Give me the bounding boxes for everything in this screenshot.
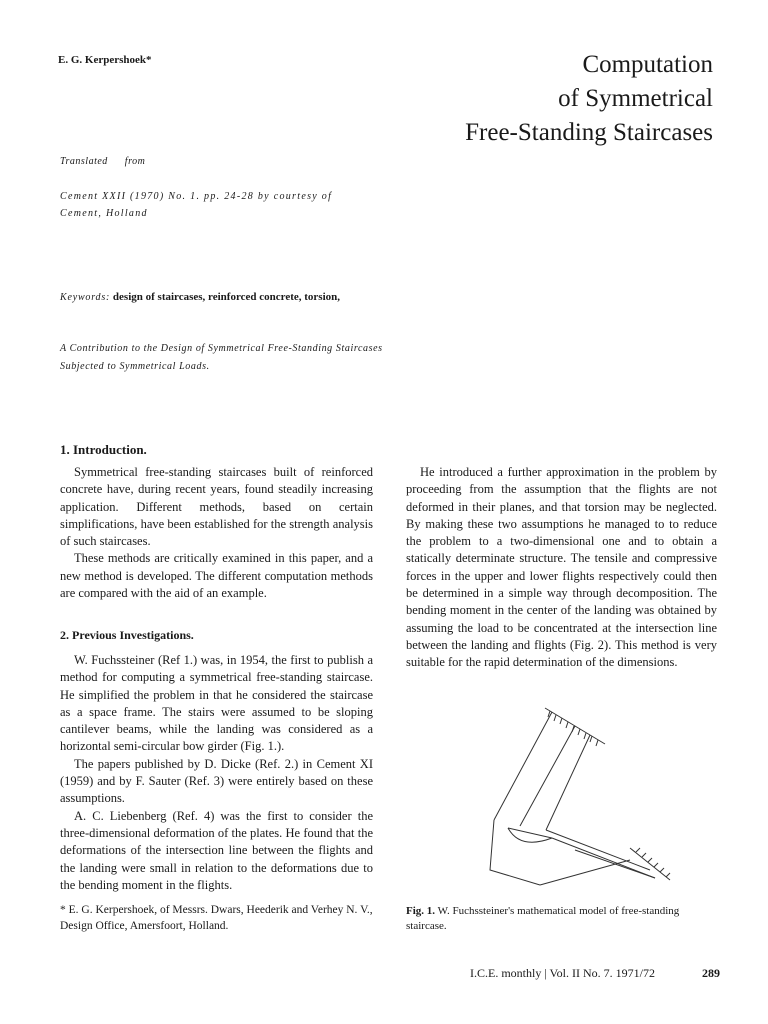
- journal-folio: I.C.E. monthly | Vol. II No. 7. 1971/72: [470, 966, 655, 980]
- keywords-value: design of staircases, reinforced concrete, torsion,: [112, 291, 341, 303]
- author-name: E. G. Kerpershoek*: [58, 54, 152, 66]
- section-heading-previous-investigations: 2. Previous Investigations.: [60, 628, 194, 642]
- title-line: Free-Standing Staircases: [465, 119, 713, 146]
- contribution-subtitle: A Contribution to the Design of Symmetrical Free-Standing Staircases Subjected to Symmetrical Loads.: [60, 343, 383, 372]
- paragraph: The papers published by D. Dicke (Ref. 2.) in Cement XI (1959) and by F. Sauter (Ref. 3) were entirely based on these assumptions.: [60, 756, 373, 806]
- column-two-text: [406, 464, 717, 672]
- paragraph: A. C. Liebenberg (Ref. 4) was the first to consider the three-dimensional deformation of the plates. He found that the deformations of the intersection line between the flights and the landing were small in relation to the deformations due to the bending moment in the flights.: [60, 808, 373, 892]
- introduction-text: [60, 464, 373, 602]
- previous-investigations-text: [60, 652, 373, 894]
- figure-caption: [406, 904, 718, 934]
- source-citation: Cement XXII (1970) No. 1. pp. 24-28 by courtesy of Cement, Holland: [60, 191, 333, 219]
- paragraph: Symmetrical free-standing staircases built of reinforced concrete have, during recent years, found steadily increasing application. Different methods, based on certain simplifications, have been established for the strength analysis of such staircases.: [60, 465, 373, 549]
- figure-label: Fig. 1.: [406, 905, 436, 917]
- paragraph: He introduced a further approximation in the problem by proceeding from the assumption that the flights are not deformed in their planes, and that torsion may be neglected. By making these two assumptions he managed to to reduce the problem to a two-dimensional one and to obtain a statically determinate structure. The tensile and compressive forces in the upper and lower flights respectively could then be determined in a simple way through decomposition. The bending moment in the center of the landing was obtained by assuming the load to be concentrated at the intersection line between the landing and flights (Fig. 2). This method is very suitable for the rapid determination of the dimensions.: [406, 465, 717, 670]
- paragraph: W. Fuchssteiner (Ref 1.) was, in 1954, the first to publish a method for computing a symmetrical free-standing staircase. He simplified the problem in that he considered the staircase as a space frame. The stairs were assumed to be sloping cantilever beams, while the landing was considered as a horizontal semi-circular bow girder (Fig. 1.).: [60, 653, 373, 754]
- figure-caption-text: W. Fuchssteiner's mathematical model of free-standing staircase.: [406, 905, 680, 932]
- author-footnote: * E. G. Kerpershoek, of Messrs. Dwars, Heederik and Verhey N. V., Design Office, Amersfoort, Holland.: [60, 904, 373, 932]
- title-line: of Symmetrical: [558, 85, 713, 112]
- translated-note: Translated from: [60, 156, 146, 167]
- keywords: [60, 291, 340, 303]
- staircase-model-figure: [480, 700, 680, 890]
- page-number: 289: [702, 966, 720, 980]
- title-line: Computation: [582, 51, 713, 78]
- section-heading-introduction: 1. Introduction.: [60, 442, 147, 457]
- paragraph: These methods are critically examined in this paper, and a new method is developed. The different computation methods are compared with the aid of an example.: [60, 551, 373, 601]
- article-title: [465, 48, 713, 150]
- keywords-label: Keywords:: [60, 292, 111, 303]
